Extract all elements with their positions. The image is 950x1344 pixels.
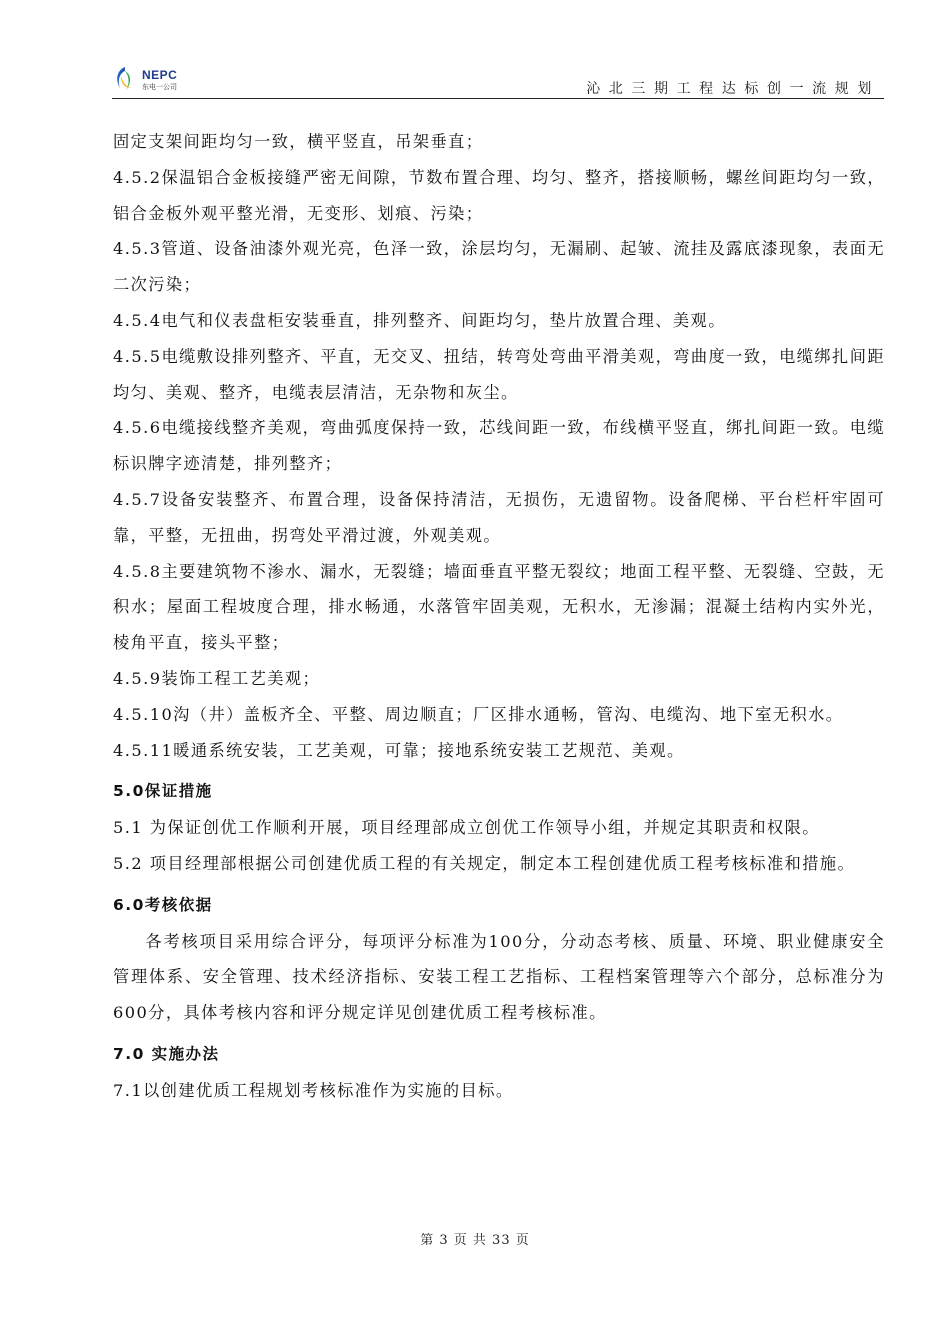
item-4-5-4: 4.5.4电气和仪表盘柜安装垂直，排列整齐、间距均匀，垫片放置合理、美观。 bbox=[113, 310, 726, 330]
section-6-text: 各考核项目采用综合评分，每项评分标准为100分，分动态考核、质量、环境、职业健康安全管理体系、安全管理、技术经济指标、安装工程工艺指标、工程档案管理等六个部分，总标准分为600分，具体考核内容和评分规定详见创建优质工程考核标准。 bbox=[113, 931, 885, 1023]
page-header bbox=[112, 62, 884, 99]
document-body bbox=[113, 124, 885, 1109]
section-6-heading: 6.0考核依据 bbox=[113, 895, 213, 914]
item-5-2: 5.2 项目经理部根据公司创建优质工程的有关规定，制定本工程创建优质工程考核标准和措施。 bbox=[113, 853, 856, 873]
section-5-heading: 5.0保证措施 bbox=[113, 782, 213, 801]
section-7-heading: 7.0 实施办法 bbox=[113, 1044, 220, 1063]
item-4-5-7: 4.5.7设备安装整齐、布置合理，设备保持清洁，无损伤，无遗留物。设备爬梯、平台栏杆牢固可靠，平整，无扭曲，拐弯处平滑过渡，外观美观。 bbox=[113, 489, 885, 545]
nepc-emblem-icon bbox=[112, 64, 138, 94]
item-4-5-9: 4.5.9装饰工程工艺美观； bbox=[113, 668, 321, 688]
page-number: 第 3 页 共 33 页 bbox=[420, 1233, 530, 1248]
item-4-5-11: 4.5.11暖通系统安装，工艺美观，可靠；接地系统安装工艺规范、美观。 bbox=[113, 740, 685, 760]
header-title: 沁北三期工程达标创一流规划 bbox=[586, 81, 880, 97]
item-5-1: 5.1 为保证创优工作顺利开展，项目经理部成立创优工作领导小组，并规定其职责和权限。 bbox=[113, 818, 820, 838]
paragraph-continued: 固定支架间距均匀一致，横平竖直，吊架垂直； bbox=[113, 132, 484, 151]
item-4-5-6: 4.5.6电缆接线整齐美观，弯曲弧度保持一致，芯线间距一致，布线横平竖直，绑扎间距一致。电缆标识牌字迹清楚，排列整齐； bbox=[113, 418, 885, 474]
company-logo bbox=[112, 64, 202, 96]
item-7-1: 7.1以创建优质工程规划考核标准作为实施的目标。 bbox=[113, 1080, 514, 1100]
item-4-5-10: 4.5.10沟（井）盖板齐全、平整、周边顺直；厂区排水通畅，管沟、电缆沟、地下室无积水。 bbox=[113, 704, 844, 724]
logo-text: NEPC bbox=[142, 68, 178, 82]
logo-subtext: 东电一公司 bbox=[142, 84, 177, 91]
item-4-5-8: 4.5.8主要建筑物不渗水、漏水，无裂缝；墙面垂直平整无裂纹；地面工程平整、无裂缝、空鼓，无积水；屋面工程坡度合理，排水畅通，水落管牢固美观，无积水，无渗漏；混凝土结构内实外光，棱角平直，接头平整； bbox=[113, 561, 885, 653]
item-4-5-5: 4.5.5电缆敷设排列整齐、平直，无交叉、扭结，转弯处弯曲平滑美观，弯曲度一致，电缆绑扎间距均匀、美观、整齐，电缆表层清洁，无杂物和灰尘。 bbox=[113, 346, 885, 402]
item-4-5-2: 4.5.2保温铝合金板接缝严密无间隙，节数布置合理、均匀、整齐，搭接顺畅，螺丝间距均匀一致，铝合金板外观平整光滑，无变形、划痕、污染； bbox=[113, 167, 885, 223]
item-4-5-3: 4.5.3管道、设备油漆外观光亮，色泽一致，涂层均匀，无漏刷、起皱、流挂及露底漆现象，表面无二次污染； bbox=[113, 239, 885, 295]
